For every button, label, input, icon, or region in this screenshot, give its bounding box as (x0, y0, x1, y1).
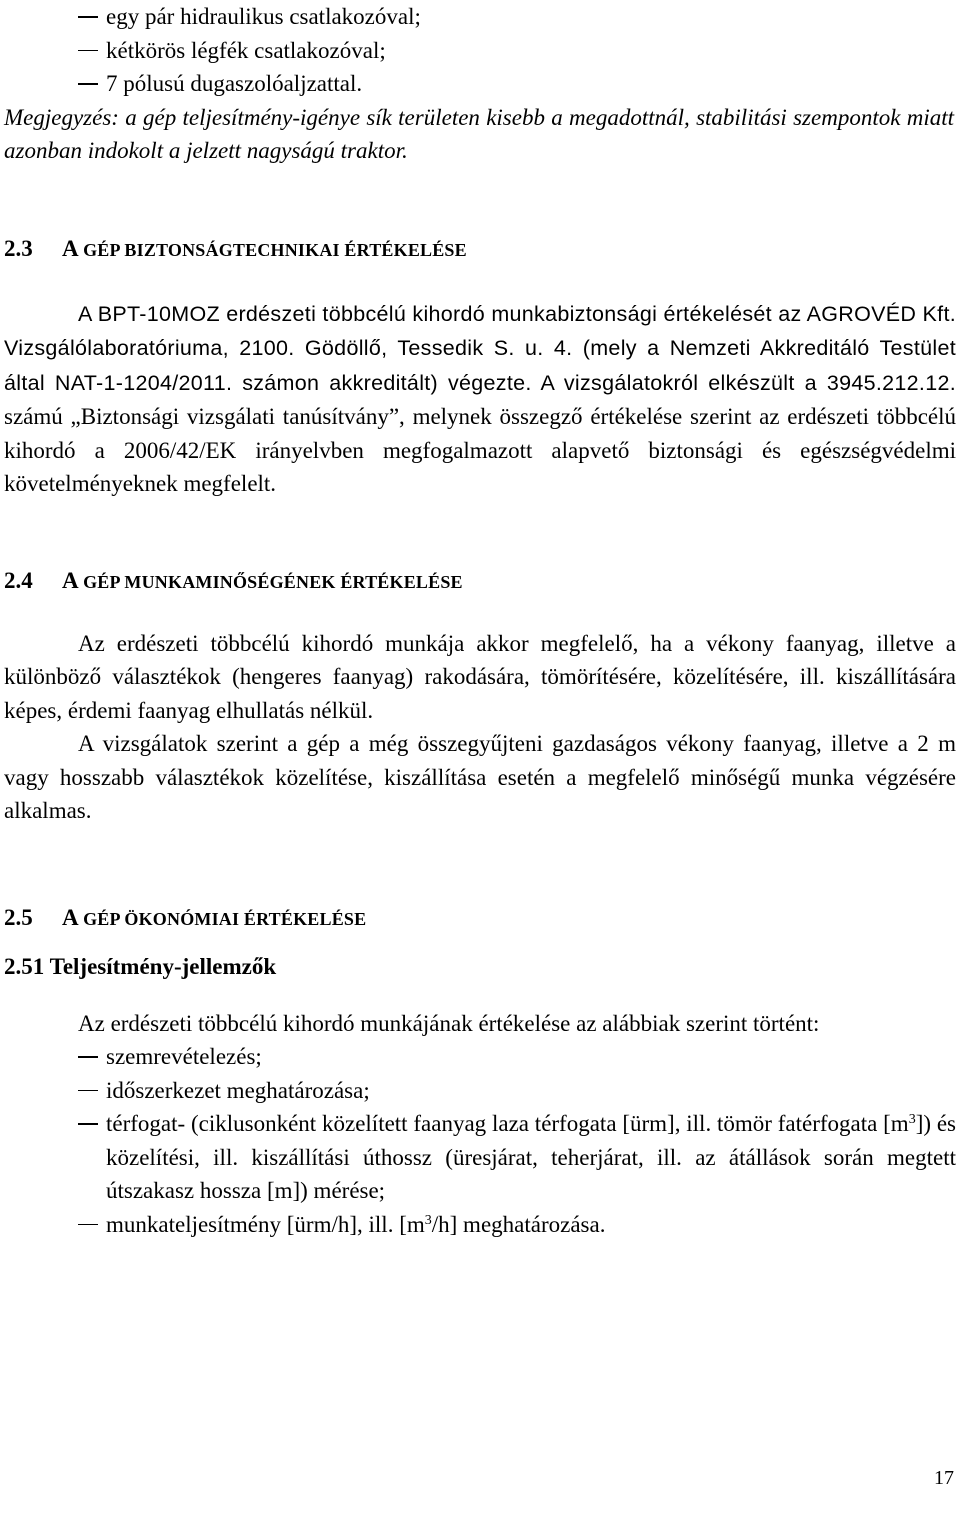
list-item: térfogat- (ciklusonként közelített faanyag laza térfogata [ürm], ill. tömör fatérfogata $[m^3]$) és közelítési, ill. kiszállítási úthossz (üresjárat, teherjárat, ill. az átállások során megtett útszakasz hossza [m]) mérése; (106, 1111, 956, 1203)
document-page (4, 0, 956, 1517)
list-item: szemrevételezés; (106, 1044, 262, 1069)
section-number: 2.5 (4, 904, 33, 930)
safety-paragraph-serif-part: számú „Biztonsági vizsgálati tanúsítvány”, melynek összegző értékelése szerint az erdészeti többcélú kihordó a 2006/42/EK irányelvben megfogalmazott alapvető biztonsági és egészségvédelmi követelményeknek megfelelt. (4, 404, 956, 496)
list-item: időszerkezet meghatározása; (106, 1077, 370, 1103)
performance-dash-list (4, 1040, 956, 1241)
section-heading-2-3 (4, 232, 956, 267)
safety-paragraph-sans-part: A BPT-10MOZ erdészeti többcélú kihordó munkabiztonsági értékelését az AGROVÉD Kft. Vizsgálólaboratóriuma, 2100. Gödöllő, Tessedik S. u. 4. (mely a Nemzeti Akkreditáló Testület által NAT-1-1204/2011. számon akkreditált) végezte. A vizsgálatokról elkészült a 3945.212.12. (4, 301, 956, 395)
safety-paragraph (4, 297, 956, 501)
list-item: munkateljesítmény [ürm/h], ill. $[m^3/h]$ meghatározása. (106, 1211, 606, 1237)
section-heading-2-5 (4, 901, 956, 936)
list-item: kétkörös légfék csatlakozóval; (106, 37, 386, 63)
list-item: egy pár hidraulikus csatlakozóval; (106, 4, 421, 29)
section-number: 2.4 (4, 567, 33, 593)
page-number: 17 (934, 1467, 954, 1489)
performance-paragraph: Az erdészeti többcélú kihordó munkájának értékelése az alábbiak szerint történt: (78, 1010, 820, 1036)
note-paragraph: Megjegyzés: a gép teljesítmény-igénye sík területen kisebb a megadottnál, stabilitási szempontok miatt azonban indokolt a jelzett nagyságú traktor. (4, 104, 954, 163)
section-title: A GÉP MUNKAMINŐSÉGÉNEK ÉRTÉKELÉSE (62, 567, 463, 593)
section-title: A GÉP BIZTONSÁGTECHNIKAI ÉRTÉKELÉSE (62, 235, 467, 261)
subsection-heading-2-51: 2.51 Teljesítmény-jellemzők (4, 953, 277, 979)
top-dash-list (4, 0, 956, 101)
list-item: 7 pólusú dugaszolóaljzattal. (106, 71, 363, 96)
section-number: 2.3 (4, 235, 33, 261)
quality-paragraph-1: Az erdészeti többcélú kihordó munkája akkor megfelelő, ha a vékony faanyag, illetve a különböző választékok (hengeres faanyag) rakodására, tömörítésére, közelítésére, ill. kiszállítására képes, érdemi faanyag elhullatás nélkül. (4, 630, 956, 723)
section-title: A GÉP ÖKONÓMIAI ÉRTÉKELÉSE (62, 904, 367, 930)
quality-paragraph-2: A vizsgálatok szerint a gép a még összegyűjteni gazdaságos vékony faanyag, illetve a 2 m vagy hosszabb választékok közelítése, kiszállítása esetén a megfelelő minőségű munka végzésére alkalmas. (4, 731, 956, 823)
section-heading-2-4 (4, 564, 956, 599)
